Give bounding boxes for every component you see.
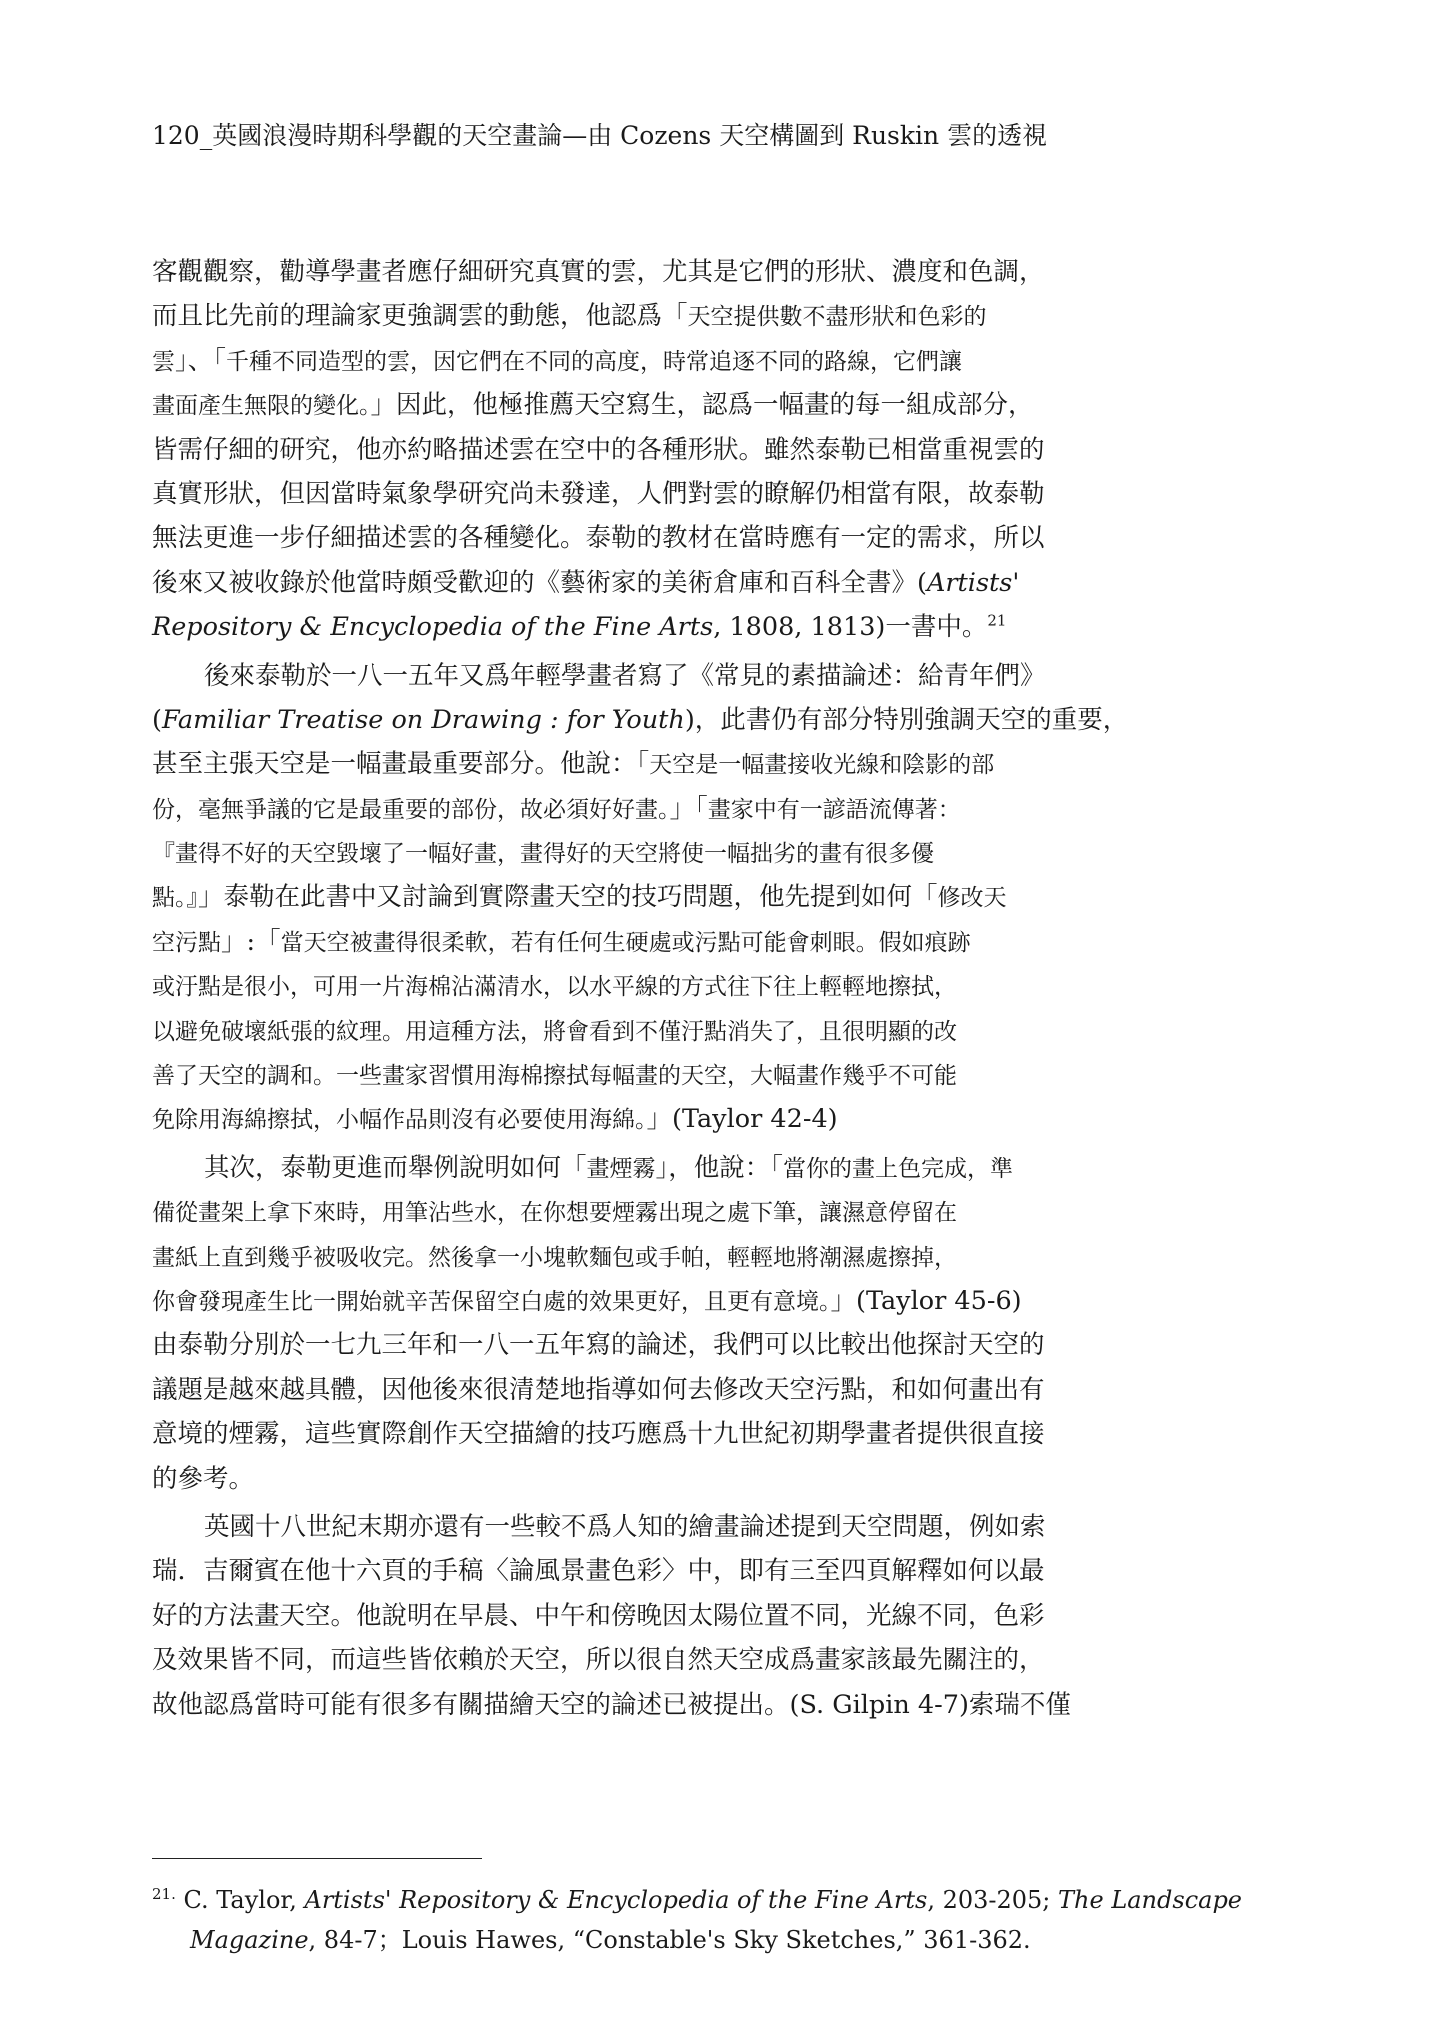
quote: 畫煙霧 [586, 1155, 656, 1182]
quote: 畫面產生無限的變化。 [152, 393, 371, 420]
text-line: 份，毫無爭議的它是最重要的部份，故必須好好畫。」「畫家中有一諺語流傳著： [152, 793, 961, 824]
quote: 『畫得不好的天空毀壞了一幅好畫，畫得好的天空將使一幅拙劣的畫有很多優 [152, 841, 934, 868]
text-line: 好的方法畫天空。他說明在早晨、中午和傍晚因太陽位置不同，光線不同，色彩 [152, 1600, 1045, 1631]
text-line [152, 1190, 1152, 1234]
quote: 雲 [152, 348, 175, 375]
footnote-marker[interactable]: 21 [987, 611, 1007, 630]
italic-title: Artists' [926, 567, 1020, 598]
body-text [152, 250, 1152, 1727]
quote: 天空是一幅畫接收光線和陰影的部 [649, 752, 995, 779]
text-line: 瑞．吉爾賓在他十六頁的手稿〈論風景畫色彩〉中，即有三至四頁解釋如何以最 [152, 1556, 1045, 1587]
italic-title: Artists' Repository & Encyclopedia of the Fine Arts [304, 1886, 928, 1914]
text-line [152, 964, 1152, 1008]
italic-title: Repository & Encyclopedia of the Fine Arts [152, 612, 714, 643]
quote: 點。』 [152, 885, 198, 912]
text-line: 空污點」:「當天空被畫得很柔軟，若有任何生硬處或污點可能會刺眼。假如痕跡 [152, 926, 971, 957]
quote: 當天空被畫得很柔軟，若有任何生硬處或污點可能會刺眼。假如痕跡 [280, 929, 971, 956]
italic-title: Familiar Treatise on Drawing : for Youth [161, 704, 685, 735]
footnote-number: 21. [152, 1885, 176, 1903]
text-line: Repository & Encyclopedia of the Fine Arts, 1808, 1813)一書中。$^{21}$ [152, 611, 1007, 643]
text-line [152, 1235, 1152, 1279]
quote: 空污點 [152, 929, 221, 956]
quote: 或汙點是很小，可用一片海棉沾滿清水，以水平線的方式往下往上輕輕地擦拭， [152, 974, 957, 1001]
text-line [152, 1053, 1152, 1097]
quote: 天空提供數不盡形狀和色彩的 [687, 304, 987, 331]
text-line: 免除用海綿擦拭，小幅作品則沒有必要使用海綿。」(Taylor 42-4) [152, 1104, 838, 1135]
text-line: 故他認爲當時可能有很多有關描繪天空的論述已被提出。(S. Gilpin 4-7)索瑞不僅 [152, 1689, 1071, 1720]
text-line: 議題是越來越具體，因他後來很清楚地指導如何去修改天空污點，和如何畫出有 [152, 1374, 1045, 1405]
quote: 千種不同造型的雲，因它們在不同的高度，時常追逐不同的路線，它們讓 [226, 348, 963, 375]
quote: 你會發現產生比一開始就辛苦保留空白處的效果更好，且更有意境。 [152, 1288, 831, 1315]
running-title: _英國浪漫時期科學觀的天空畫論—由 Cozens 天空構圖到 Ruskin 雲的透視 [199, 121, 1048, 150]
text-line: 後來泰勒於一八一五年又爲年輕學畫者寫了《常見的素描論述：給青年們》 [204, 660, 1046, 691]
footnote [152, 1880, 1243, 1960]
text-line: 你會發現產生比一開始就辛苦保留空白處的效果更好，且更有意境。」(Taylor 45-6) [152, 1285, 1022, 1316]
text-line: 無法更進一步仔細描述雲的各種變化。泰勒的教材在當時應有一定的需求，所以 [152, 523, 1045, 554]
footnote-line: Magazine, 84-7；Louis Hawes, “Constable's Sky Sketches,” 361-362. [190, 1926, 1031, 1954]
text-line: (Familiar Treatise on Drawing : for Youth)，此書仍有部分特別強調天空的重要， [152, 704, 1129, 735]
text-line: 真實形狀，但因當時氣象學研究尚未發達，人們對雲的瞭解仍相當有限，故泰勒 [152, 478, 1045, 509]
text-line: 皆需仔細的研究，他亦約略描述雲在空中的各種形狀。雖然泰勒已相當重視雲的 [152, 434, 1045, 465]
text-line: 的參考。 [152, 1463, 255, 1494]
quote: 當你的畫上色完成，準 [783, 1155, 1014, 1182]
text-line: 點。』」泰勒在此書中又討論到實際畫天空的技巧問題，他先提到如何「修改天 [152, 882, 1007, 913]
running-header [152, 118, 1312, 154]
text-line: 由泰勒分別於一七九三年和一八一五年寫的論述，我們可以比較出他探討天空的 [152, 1330, 1045, 1361]
text-line [152, 831, 1152, 875]
quote: 免除用海綿擦拭，小幅作品則沒有必要使用海綿。 [152, 1107, 647, 1134]
text-line: 雲」、「千種不同造型的雲，因它們在不同的高度，時常追逐不同的路線，它們讓 [152, 345, 963, 376]
page-number: 120 [152, 121, 200, 150]
text-line: 及效果皆不同，而這些皆依賴於天空，所以很自然天空成爲畫家該最先關注的， [152, 1645, 1045, 1676]
quote: 份，毫無爭議的它是最重要的部份，故必須好好畫。 [152, 796, 670, 823]
quote: 以避免破壞紙張的紋理。用這種方法，將會看到不僅汙點消失了，且很明顯的改 [152, 1018, 957, 1045]
text-line: 而且比先前的理論家更強調雲的動態，他認爲「天空提供數不盡形狀和色彩的 [152, 301, 987, 332]
quote: 修改天 [937, 885, 1007, 912]
italic-title: Magazine [190, 1926, 309, 1954]
text-line: 意境的煙霧，這些實際創作天空描繪的技巧應爲十九世紀初期學畫者提供很直接 [152, 1419, 1045, 1450]
quote: 畫家中有一諺語流傳著： [707, 796, 961, 823]
footnote-divider [152, 1858, 482, 1859]
text-line [152, 1009, 1152, 1053]
text-line: 客觀觀察，勸導學畫者應仔細研究真實的雲，尤其是它們的形狀、濃度和色調， [152, 257, 1045, 287]
quote: 畫紙上直到幾乎被吸收完。然後拿一小塊軟麵包或手帕，輕輕地將潮濕處擦掉， [152, 1244, 957, 1271]
text-line: 其次，泰勒更進而舉例說明如何「畫煙霧」，他說：「當你的畫上色完成，準 [204, 1152, 1014, 1183]
text-line: 畫面產生無限的變化。」因此，他極推薦天空寫生，認爲一幅畫的每一組成部分， [152, 390, 1034, 421]
italic-title: The Landscape [1058, 1886, 1243, 1914]
text-line: 英國十八世紀末期亦還有一些較不爲人知的繪畫論述提到天空問題，例如索 [204, 1511, 1046, 1542]
footnote-line: $^{21.}$ C. Taylor, Artists' Repository & Encyclopedia of the Fine Arts, 203-205; The Landscape [152, 1885, 1243, 1914]
text-line: 後來又被收錄於他當時頗受歡迎的《藝術家的美術倉庫和百科全書》(Artists' [152, 567, 1020, 598]
quote: 備從畫架上拿下來時，用筆沾些水，在你想要煙霧出現之處下筆，讓濕意停留在 [152, 1200, 957, 1227]
quote: 善了天空的調和。一些畫家習慣用海棉擦拭每幅畫的天空，大幅畫作幾乎不可能 [152, 1063, 957, 1090]
text-line: 甚至主張天空是一幅畫最重要部分。他說：「天空是一幅畫接收光線和陰影的部 [152, 749, 995, 780]
